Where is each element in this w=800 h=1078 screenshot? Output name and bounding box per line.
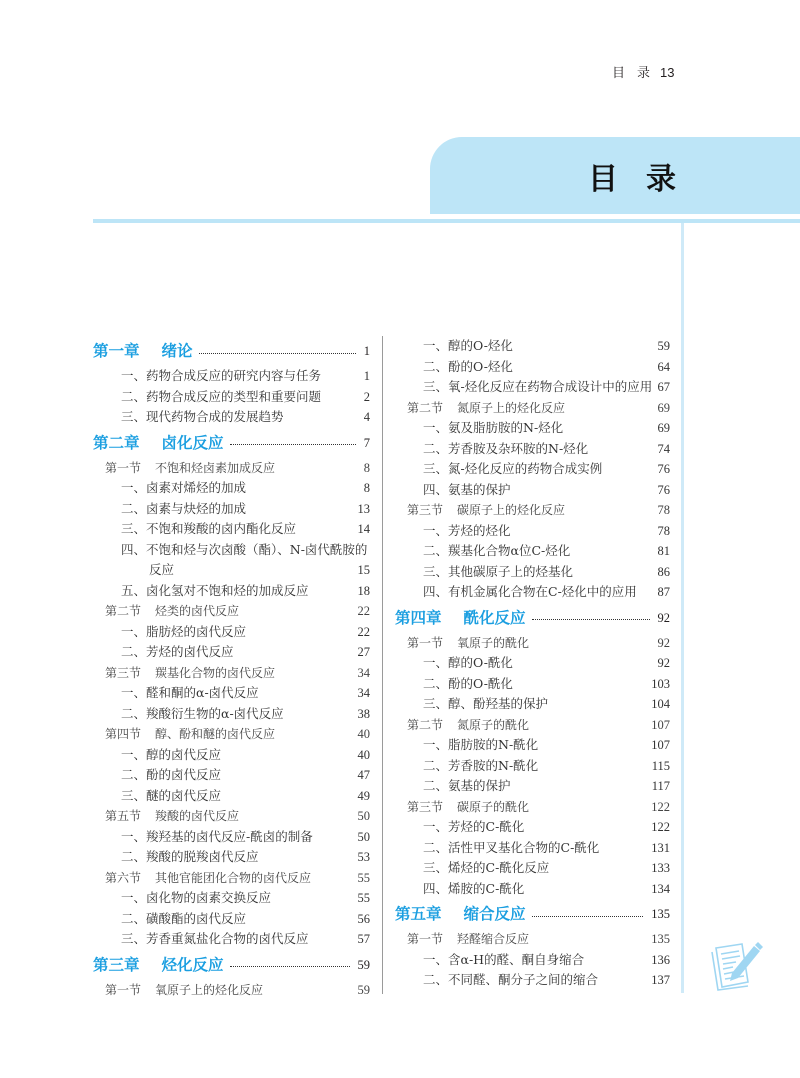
toc-item[interactable] [395,480,670,501]
item-title: 二、酚的O-烃化 [423,358,513,374]
page-ref: 117 [651,779,670,793]
page-ref: 7 [363,435,370,450]
item-title: 一、芳烃的烃化 [423,522,511,538]
page-ref: 59 [357,982,370,997]
page-ref: 81 [657,544,670,558]
chapter-title: 烃化反应 [161,955,224,974]
item-title: 一、卤素对烯烃的加成 [121,480,247,495]
item-title: 三、其他碳原子上的烃基化 [423,563,574,579]
toc-item[interactable] [93,642,370,663]
notepad-pencil-icon [708,940,768,996]
page-ref: 137 [651,973,670,987]
page-ref: 59 [657,339,670,353]
toc-item[interactable] [395,950,670,971]
page-ref: 40 [357,747,370,762]
item-title: 一、醇的O-烃化 [423,338,513,353]
toc-section[interactable] [93,724,370,745]
toc-chapter[interactable] [93,950,370,980]
page-ref: 131 [651,840,670,855]
running-head-label-1: 目 [612,65,626,80]
toc-item[interactable] [93,847,370,868]
page-ref: 55 [357,891,370,905]
page-ref: 4 [363,410,370,424]
section-title: 氮原子的酰化 [457,717,530,732]
chapter-number: 第五章 [395,905,442,923]
item-title: 三、烯烃的C-酰化反应 [423,860,550,875]
page-ref: 22 [357,624,370,639]
item-title: 一、醇的O-酰化 [423,655,513,670]
toc-item[interactable] [395,357,670,378]
toc-item[interactable] [93,683,370,704]
item-title: 四、不饱和烃与次卤酸（酯）、N-卤代酰胺的 [121,541,368,557]
toc-item[interactable] [93,929,370,950]
page-ref: 55 [357,870,370,885]
toc-chapter[interactable] [395,899,670,929]
page-ref: 59 [357,957,370,972]
item-title: 三、不饱和羧酸的卤内酯化反应 [121,521,297,536]
section-number: 第六节 [105,870,142,885]
page-ref: 92 [657,656,670,670]
toc-item[interactable] [93,827,370,848]
page-ref: 15 [357,563,370,577]
page-ref: 107 [651,738,670,752]
page-ref: 135 [651,907,670,921]
item-title: 三、氮-烃化反应的药物合成实例 [423,461,603,476]
toc-item[interactable] [395,970,670,991]
section-number: 第三节 [407,503,444,517]
toc-item[interactable] [93,519,370,540]
page-number: 13 [660,65,675,80]
page-ref: 18 [357,583,370,598]
item-title: 五、卤化氢对不饱和烃的加成反应 [121,582,309,598]
toc-section[interactable] [395,929,670,950]
toc-chapter[interactable] [395,603,670,633]
page-ref: 14 [357,522,370,536]
page-ref: 87 [657,585,670,599]
page-ref: 107 [651,717,670,732]
item-title: 一、卤化物的卤素交换反应 [121,890,272,905]
item-title: 一、含α-H的醛、酮自身缩合 [423,951,585,967]
page-ref: 134 [651,881,670,896]
leader-dots [230,444,356,445]
toc-item[interactable] [395,858,670,879]
toc-item[interactable] [395,817,670,838]
page-ref: 115 [651,758,670,773]
toc-item[interactable] [93,745,370,766]
leader-dots [199,353,356,354]
section-number: 第三节 [105,665,142,680]
item-title: 二、芳香胺及杂环胺的N-烃化 [423,440,589,456]
page-ref: 50 [357,809,370,823]
item-title: 一、芳烃的C-酰化 [423,819,525,834]
page-ref: 67 [657,380,670,394]
page-ref: 64 [657,359,670,374]
toc-section[interactable] [93,806,370,827]
page-ref: 92 [657,635,670,650]
section-title: 不饱和烃卤素加成反应 [155,460,276,475]
page-ref: 104 [651,697,670,711]
page-ref: 103 [651,676,670,691]
page-title-char-1: 目 [588,162,618,197]
toc-item[interactable] [395,694,670,715]
toc-item[interactable] [395,336,670,357]
item-title: 二、活性甲叉基化合物的C-酰化 [423,839,600,855]
leader-dots [230,966,350,967]
page-ref: 122 [651,820,670,834]
toc-item[interactable] [395,776,670,797]
item-title: 二、磺酸酯的卤代反应 [121,910,247,926]
toc-item[interactable] [395,439,670,460]
section-title: 羧酸的卤代反应 [155,809,240,823]
page-ref: 78 [657,523,670,538]
page-ref: 13 [357,501,370,516]
chapter-title: 缩合反应 [463,905,526,923]
item-title: 一、药物合成反应的研究内容与任务 [121,368,322,383]
section-number: 第二节 [407,400,444,415]
toc-item[interactable] [93,366,370,387]
item-title: 三、芳香重氮盐化合物的卤代反应 [121,931,309,946]
toc-item[interactable] [93,407,370,428]
toc-item[interactable] [93,581,370,602]
page-ref: 76 [657,462,670,476]
item-title: 一、醇的卤代反应 [121,746,222,762]
item-title: 二、芳香胺的N-酰化 [423,757,539,773]
page-ref: 69 [657,421,670,435]
page-ref: 69 [657,400,670,415]
column-divider [382,336,383,994]
item-title: 二、芳烃的卤代反应 [121,644,234,659]
toc-item[interactable] [93,786,370,807]
toc-section[interactable] [395,715,670,736]
toc-item[interactable] [93,622,370,643]
page-ref: 47 [357,768,370,782]
item-title: 二、酚的O-酰化 [423,675,513,691]
toc-item[interactable] [395,521,670,542]
toc-item[interactable] [395,377,670,398]
toc-section[interactable] [395,633,670,654]
toc-item[interactable] [93,704,370,725]
page-ref: 34 [357,686,370,700]
toc-item[interactable] [395,879,670,900]
page-ref: 40 [357,727,370,741]
section-number: 第一节 [105,460,142,475]
chapter-number: 第二章 [93,433,140,452]
toc-item[interactable] [395,674,670,695]
page-title [588,154,676,198]
toc-item[interactable] [93,765,370,786]
toc-item[interactable] [395,459,670,480]
toc-item[interactable] [93,560,370,581]
item-title: 二、卤素与炔烃的加成 [121,500,247,516]
toc-section[interactable] [93,601,370,622]
item-title: 四、有机金属化合物在C-烃化中的应用 [423,584,637,599]
section-number: 第五节 [105,809,142,823]
item-title: 反应 [149,562,175,577]
item-title: 三、醚的卤代反应 [121,787,222,803]
page-ref: 2 [363,389,370,404]
section-number: 第一节 [407,932,444,946]
page-ref: 133 [651,861,670,875]
toc-item[interactable] [93,478,370,499]
page-ref: 8 [363,460,370,475]
item-title: 二、羧酸的脱羧卤代反应 [121,849,259,864]
toc-right-column [395,336,670,991]
toc-section[interactable] [395,797,670,818]
chapter-title: 卤化反应 [161,433,224,452]
toc-chapter[interactable] [93,428,370,458]
item-title: 三、醇、酚羟基的保护 [423,696,549,711]
section-title: 氧原子上的烃化反应 [155,982,264,997]
page-ref: 56 [357,911,370,926]
page-ref: 122 [651,799,670,814]
item-title: 三、现代药物合成的发展趋势 [121,409,284,424]
item-title: 一、氨及脂肪胺的N-烃化 [423,420,564,435]
toc-item[interactable] [93,387,370,408]
section-title: 其他官能团化合物的卤代反应 [155,870,312,885]
page-ref: 78 [657,503,670,517]
toc-item[interactable] [93,888,370,909]
page-ref: 53 [357,850,370,864]
page-ref: 86 [657,564,670,579]
item-title: 二、羰基化合物α位C-烃化 [423,543,571,558]
page-ref: 1 [363,344,370,358]
item-title: 二、羧酸衍生物的α-卤代反应 [121,705,284,721]
item-title: 一、脂肪胺的N-酰化 [423,737,539,752]
toc-section[interactable] [93,980,370,1001]
chapter-number: 第一章 [93,342,140,360]
item-title: 四、氨基的保护 [423,481,511,497]
item-title: 一、脂肪烃的卤代反应 [121,623,247,639]
header-rule [93,219,800,223]
toc-section[interactable] [395,500,670,521]
page-ref: 136 [651,952,670,967]
item-title: 二、酚的卤代反应 [121,767,222,782]
page-title-char-2: 录 [646,162,676,197]
toc-item[interactable] [93,499,370,520]
chapter-number: 第三章 [93,955,140,974]
toc-section[interactable] [93,868,370,889]
item-title: 二、药物合成反应的类型和重要问题 [121,388,322,404]
chapter-number: 第四章 [395,608,442,627]
section-number: 第二节 [105,604,142,618]
chapter-title: 酰化反应 [463,608,526,627]
leader-dots [532,619,650,620]
section-title: 醇、酚和醚的卤代反应 [155,727,276,741]
chapter-title: 绪论 [161,342,193,360]
item-title: 四、烯胺的C-酰化 [423,880,525,896]
item-title: 三、氧-烃化反应在药物合成设计中的应用 [423,379,653,394]
toc-item[interactable] [93,909,370,930]
toc-item[interactable] [395,562,670,583]
toc-item[interactable] [93,540,370,561]
section-title: 羟醛缩合反应 [457,932,530,946]
toc-item[interactable] [395,735,670,756]
toc-item[interactable] [395,756,670,777]
item-title: 一、醛和酮的α-卤代反应 [121,685,259,700]
page-ref: 34 [357,665,370,680]
page-ref: 49 [357,788,370,803]
section-number: 第一节 [105,982,142,997]
running-head-label-2: 录 [637,65,651,80]
page-ref: 57 [357,932,370,946]
toc-item[interactable] [395,838,670,859]
toc-chapter[interactable] [93,336,370,366]
page-ref: 50 [357,829,370,844]
page-ref: 76 [657,482,670,497]
page-ref: 74 [657,441,670,456]
section-title: 碳原子的酰化 [457,799,530,814]
leader-dots [532,916,644,917]
section-number: 第一节 [407,635,444,650]
toc-section[interactable] [93,663,370,684]
section-title: 氮原子上的烃化反应 [457,400,566,415]
item-title: 二、不同醛、酮分子之间的缩合 [423,972,599,987]
item-title: 一、羧羟基的卤代反应-酰卤的制备 [121,828,313,844]
section-number: 第二节 [407,717,444,732]
page-ref: 27 [357,645,370,659]
page-ref: 92 [657,610,670,625]
page-ref: 38 [357,706,370,721]
item-title: 二、氨基的保护 [423,778,511,793]
toc-section[interactable] [395,398,670,419]
right-margin-rule [681,223,684,993]
toc-section[interactable] [93,458,370,479]
page-ref: 135 [651,932,670,946]
running-head [612,62,675,81]
section-number: 第三节 [407,799,444,814]
section-number: 第四节 [105,727,142,741]
page-ref: 22 [357,604,370,618]
toc-item[interactable] [395,541,670,562]
page-ref: 1 [363,369,370,383]
toc-left-column [93,336,370,1000]
page-ref: 8 [363,481,370,495]
toc-item[interactable] [395,582,670,603]
section-title: 氧原子的酰化 [457,635,530,650]
section-title: 烃类的卤代反应 [155,604,240,618]
toc-item[interactable] [395,418,670,439]
toc-item[interactable] [395,653,670,674]
section-title: 羰基化合物的卤代反应 [155,665,276,680]
section-title: 碳原子上的烃化反应 [457,503,566,517]
